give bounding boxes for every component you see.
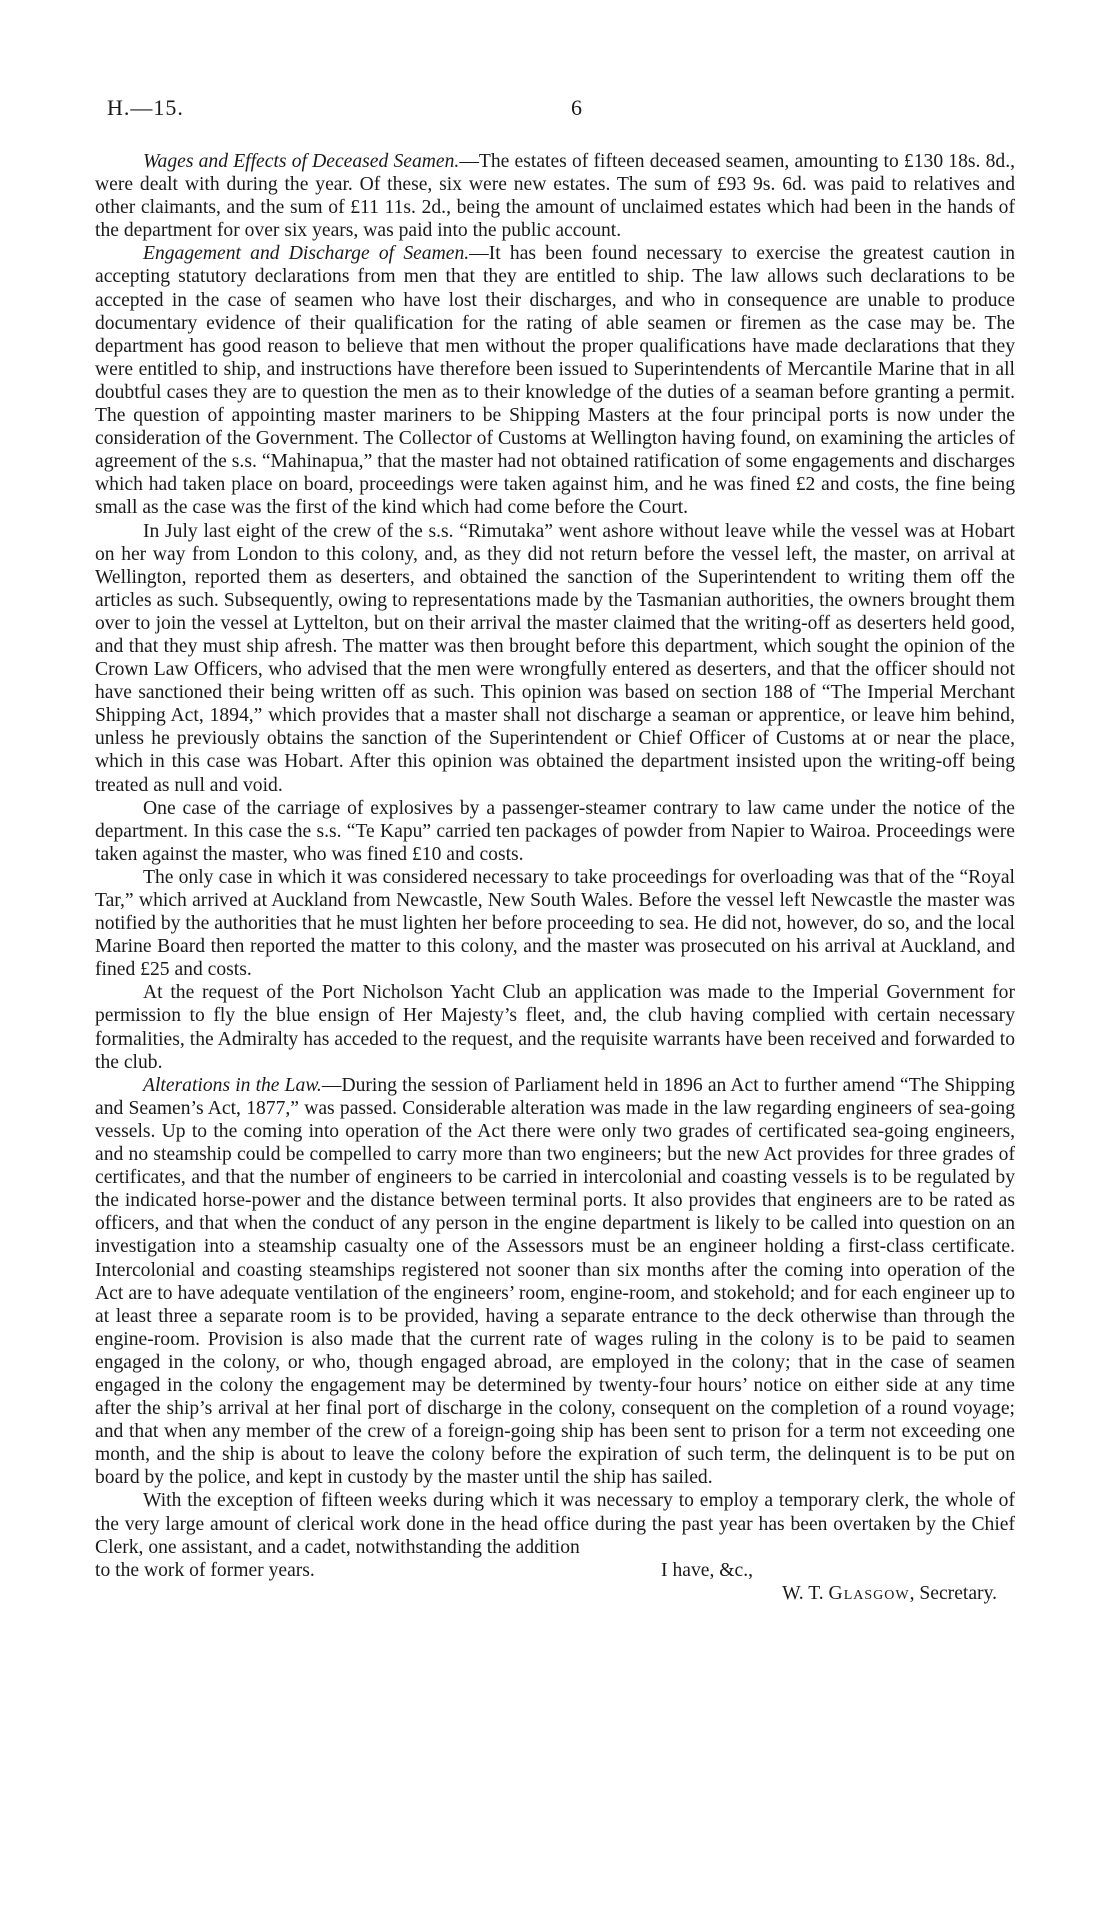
paragraph-text: One case of the carriage of explosives by a passenger-steamer contrary to law came under the notice of the department. In this case the s.s. “Te Kapu” carried ten packages of powder from Napier to Wairoa. Proceedings were taken against the master, who was fined £10 and costs. <box>95 797 1015 865</box>
closing-text-end: to the work of former years. <box>95 1559 315 1581</box>
page-number: 6 <box>571 95 582 120</box>
paragraph-text: —It has been found necessary to exercise the greatest caution in accepting statutory declarations from men that they are entitled to ship. The law allows such declarations to be accepted in the case of seamen who have lost their discharges, and who in consequence are unable to produce documentary evidence of their qualification for the rating of able seamen or firemen as the case may be. The department has good reason to believe that men without the proper qualifications have made declarations that they were entitled to ship, and instructions have therefore been issued to Superintendents of Mercantile Marine that in all doubtful cases they are to question the men as to their knowledge of the duties of a seaman before granting a permit. The question of appointing master mariners to be Shipping Masters at the four principal ports is now under the consideration of the Government. The Collector of Customs at Wellington having found, on examining the articles of agreement of the s.s. “Mahinapua,” that the master had not obtained ratification of some engagements and discharges which had taken place on board, proceedings were taken against him, and he was fined £2 and costs, the fine being small as the case was the first of the kind which had come before the Court. <box>95 243 1015 519</box>
paragraph-text: —During the session of Parliament held in 1896 an Act to further amend “The Shipping and Seamen’s Act, 1877,” was passed. Considerable alteration was made in the law regarding engineers of sea-going vessels. Up to the coming into operation of the Act there were only two grades of certificated sea-going engineers, and no steamship could be compelled to carry more than two engineers; but the new Act provides for three grades of certificates, and that the number of engineers to be carried in intercolonial and coasting vessels is to be regulated by the indicated horse-power and the distance between terminal ports. It also provides that engineers are to be rated as officers, and that when the conduct of any person in the engine department is likely to be called into question on an investigation into a steamship casualty one of the Assessors must be an engineer holding a first-class certificate. Intercolonial and coasting steamships registered not sooner than six months after the coming into operation of the Act are to have adequate ventilation of the engineers’ room, engine-room, and stokehold; and for each engineer up to at least three a separate room is to be provided, having a separate entrance to the deck otherwise than through the engine-room. Provision is also made that the current rate of wages ruling in the colony is to be paid to seamen engaged in the colony, or who, though engaged abroad, are employed in the colony; that in the case of seamen engaged in the colony the engagement may be determined by twenty-four hours’ notice on either side at any time after the ship’s arrival at her final port of discharge in the colony, consequent on the completion of a round voyage; and that when any member of the crew of a foreign-going ship has been sent to prison for a term not exceeding one month, and the ship is about to leave the colony before the expiration of such term, the delinquent is to be put on board by the police, and kept in custody by the master until the ship has sailed. <box>95 1074 1015 1489</box>
section-heading: Engagement and Discharge of Seamen. <box>143 243 470 265</box>
paragraph-alterations-law <box>95 1074 1015 1490</box>
signature-name: Glasgow <box>828 1582 910 1604</box>
paragraph-text: At the request of the Port Nicholson Yacht Club an application was made to the Imperial Government for permission to fly the blue ensign of Her Majesty’s fleet, and, the club having complied with certain necessary formalities, the Admiralty has acceded to the request, and the requisite warrants have been received and forwarded to the club. <box>95 982 1015 1073</box>
valediction: I have, &c., <box>661 1559 753 1581</box>
paragraph-yacht-club <box>95 981 1015 1073</box>
closing-line <box>95 1559 1015 1582</box>
paragraph-text: The only case in which it was considered necessary to take proceedings for overloading was that of the “Royal Tar,” which arrived at Auckland from Newcastle, New South Wales. Before the vessel left Newcastle the master was notified by the authorities that he must lighten her before proceeding to sea. He did not, however, do so, and the local Marine Board then reported the matter to this colony, and the master was prosecuted on his arrival at Auckland, and fined £25 and costs. <box>95 866 1015 981</box>
paragraph-closing <box>95 1489 1015 1558</box>
paragraph-rimutaka <box>95 520 1015 797</box>
section-heading: Wages and Effects of Deceased Seamen. <box>143 151 460 172</box>
signature-initials: W. T. <box>782 1582 824 1604</box>
document-reference: H.—15. <box>107 95 184 120</box>
paragraph-text: In July last eight of the crew of the s.s. “Rimutaka” went ashore without leave while the vessel was at Hobart on her way from London to this colony, and, as they did not return before the vessel left, the master, on arrival at Wellington, reported them as deserters, and obtained the sanction of the Superintendent to writing them off the articles as such. Subsequently, owing to representations made by the Tasmanian authorities, the owners brought them over to join the vessel at Lyttelton, but on their arrival the master claimed that the writing-off as deserters held good, and that they must ship afresh. The matter was then brought before this department, which sought the opinion of the Crown Law Officers, who advised that the men were wrongfully entered as deserters, and that the officer should not have sanctioned their being written off as such. This opinion was based on section 188 of “The Imperial Merchant Shipping Act, 1894,” which provides that a master shall not discharge a seaman or apprentice, or leave him behind, unless he previously obtains the sanction of the Superintendent or Chief Officer of Customs at or near the place, which in this case was Hobart. After this opinion was obtained the department insisted upon the writing-off being treated as null and void. <box>95 520 1015 796</box>
signature <box>95 1582 1015 1605</box>
page-header <box>95 95 1015 129</box>
paragraph-engagement-discharge <box>95 242 1015 519</box>
closing-text: With the exception of fifteen weeks during which it was necessary to employ a temporary clerk, the whole of the very large amount of clerical work done in the head office during the past year has been overtaken by the Chief Clerk, one assistant, and a cadet, notwithstanding the addition <box>95 1490 1015 1558</box>
paragraph-text: —The estates of fifteen deceased seamen, amounting to £130 18s. 8d., were dealt with during the year. Of these, six were new estates. The sum of £93 9s. 6d. was paid to relatives and other claimants, and the sum of £11 11s. 2d., being the amount of unclaimed estates which had been in the hands of the department for over six years, was paid into the public account. <box>95 151 1015 242</box>
paragraph-deceased-seamen <box>95 150 1015 242</box>
signature-title: , Secretary. <box>909 1582 997 1604</box>
section-heading: Alterations in the Law. <box>143 1074 322 1096</box>
paragraph-explosives <box>95 797 1015 866</box>
document-body <box>95 150 1015 1605</box>
paragraph-overloading <box>95 866 1015 981</box>
